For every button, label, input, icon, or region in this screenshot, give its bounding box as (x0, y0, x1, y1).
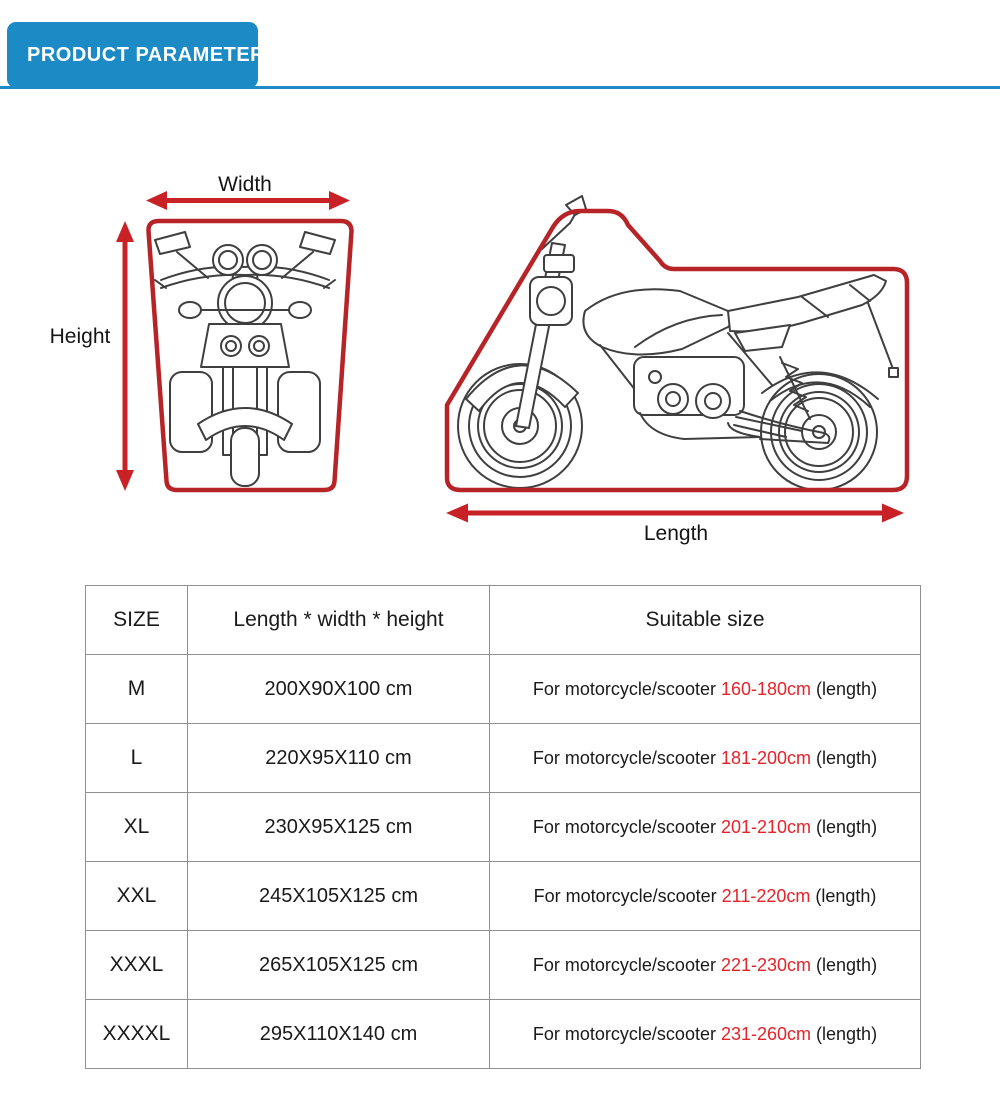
column-header-dimensions: Length * width * height (188, 586, 490, 655)
suitable-range-highlight: 211-220cm (721, 885, 811, 906)
suitable-range-highlight: 181-200cm (720, 747, 812, 768)
size-cell: XL (86, 793, 188, 862)
motorcycle-front-art (155, 232, 335, 486)
table-row (86, 1000, 921, 1069)
suitable-prefix: For motorcycle/scooter (532, 1023, 721, 1044)
section-title: PRODUCT PARAMETERS (27, 43, 279, 66)
size-table (85, 585, 921, 1069)
dimensions-cell: 265X105X125 cm (188, 931, 490, 1000)
side-view-diagram (430, 185, 920, 550)
suitable-prefix: For motorcycle/scooter (532, 816, 721, 837)
table-row (86, 655, 921, 724)
suitable-suffix: (length) (811, 954, 878, 975)
size-cell: XXXL (86, 931, 188, 1000)
dimensions-cell: 245X105X125 cm (188, 862, 490, 931)
column-header-suitable: Suitable size (490, 586, 921, 655)
length-dimension-label: Length (643, 522, 709, 545)
suitable-cell (490, 862, 921, 931)
suitable-range-highlight: 221-230cm (720, 954, 812, 975)
size-cell: L (86, 724, 188, 793)
size-cell: M (86, 655, 188, 724)
dimensions-cell: 200X90X100 cm (188, 655, 490, 724)
dimensions-cell: 295X110X140 cm (188, 1000, 490, 1069)
suitable-suffix: (length) (811, 747, 878, 768)
suitable-prefix: For motorcycle/scooter (532, 747, 721, 768)
table-header-row (86, 586, 921, 655)
table-row (86, 862, 921, 931)
header-divider-line (0, 86, 1000, 89)
table-row (86, 793, 921, 862)
suitable-prefix: For motorcycle/scooter (533, 885, 722, 906)
suitable-range-highlight: 201-210cm (720, 816, 812, 837)
suitable-cell (490, 655, 921, 724)
table-row (86, 724, 921, 793)
suitable-suffix: (length) (811, 678, 878, 699)
height-arrow-icon (116, 221, 134, 491)
length-arrow-icon (446, 504, 904, 523)
suitable-prefix: For motorcycle/scooter (532, 678, 721, 699)
suitable-cell (490, 931, 921, 1000)
suitable-cell (490, 793, 921, 862)
suitable-range-highlight: 231-260cm (720, 1023, 812, 1044)
dimensions-cell: 220X95X110 cm (188, 724, 490, 793)
motorcycle-side-art (458, 196, 898, 490)
column-header-size: SIZE (86, 586, 188, 655)
size-cell: XXXXL (86, 1000, 188, 1069)
dimensions-cell: 230X95X125 cm (188, 793, 490, 862)
height-dimension-label: Height (49, 325, 111, 348)
section-header-banner (7, 22, 279, 88)
suitable-suffix: (length) (811, 816, 878, 837)
width-dimension-label: Width (218, 173, 272, 196)
size-cell: XXL (86, 862, 188, 931)
suitable-cell (490, 1000, 921, 1069)
suitable-cell (490, 724, 921, 793)
table-row (86, 931, 921, 1000)
suitable-suffix: (length) (811, 1023, 878, 1044)
suitable-suffix: (length) (810, 885, 877, 906)
front-view-diagram (30, 160, 360, 510)
suitable-prefix: For motorcycle/scooter (532, 954, 721, 975)
suitable-range-highlight: 160-180cm (720, 678, 812, 699)
